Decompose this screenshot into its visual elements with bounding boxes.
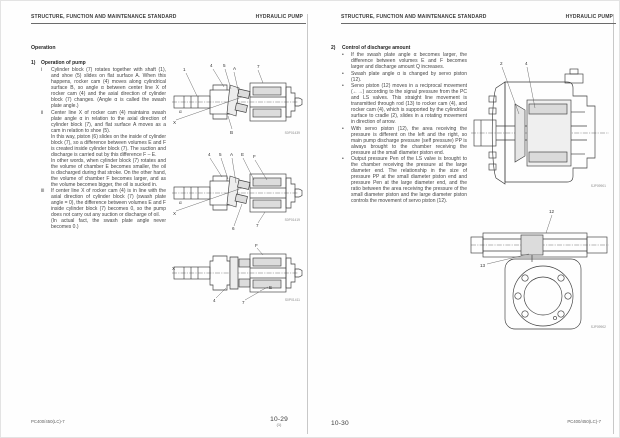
header-title: STRUCTURE, FUNCTION AND MAINTENANCE STANDARD	[341, 14, 487, 20]
callout-rocker-cam: 4	[213, 298, 216, 303]
footer-page-number	[331, 420, 349, 427]
footer-model-code: PC400/450(LC)-7	[31, 419, 65, 424]
header-chapter: HYDRAULIC PUMP	[565, 14, 613, 20]
page-right	[311, 1, 620, 438]
bullet-item	[342, 52, 467, 70]
callout-shoe: 5	[219, 152, 222, 157]
list-heading	[31, 60, 166, 66]
paragraph: Cylinder block (7) rotates together with shaft (1), and shoe (5) slides on flat surface A. When this happens, rocker cam (4) moves along cylindrical surface B, so angle α between center line X of rocker cam (4) and the axial direction of cylinder block (7) changes. (Angle α is called the swash plate angle.)	[51, 67, 166, 109]
figure-pump-operation-2	[164, 147, 306, 239]
page-number: 10-30	[331, 420, 349, 427]
list-item	[41, 67, 166, 109]
bullet-text: Swash plate angle α is changed by servo piston (12).	[351, 70, 467, 83]
bullet-text: With servo piston (12), the area receiving the pressure is different on the left and the right, so main pump discharge pressure (self pressure) PP is always brought to the chamber receiving the pressure at the small diameter piston end.	[351, 125, 467, 156]
page-revision: (1)	[276, 423, 282, 427]
item-marker: i	[41, 67, 43, 73]
callout-cylinder-block: 7	[257, 64, 260, 69]
callout-alpha: α	[179, 109, 182, 114]
figure-label: S0P01439	[284, 131, 300, 135]
header-title: STRUCTURE, FUNCTION AND MAINTENANCE STANDARD	[31, 14, 177, 20]
callout-chamber-f: F	[253, 154, 256, 159]
item-text	[51, 188, 166, 230]
bullet-list	[342, 52, 467, 204]
header-chapter: HYDRAULIC PUMP	[255, 14, 303, 20]
item-marker: ii	[41, 109, 44, 116]
bullet-item	[342, 126, 467, 156]
header-rule	[341, 23, 616, 24]
list-heading	[331, 45, 467, 51]
figure-label: S0P01419	[284, 218, 300, 222]
header-rule	[31, 23, 306, 24]
list-title: Operation of pump	[41, 60, 86, 66]
page-left	[1, 1, 311, 438]
text-column-left	[31, 45, 166, 230]
bullet-item	[342, 71, 467, 83]
bullet-marker: •	[342, 156, 344, 162]
paragraph: (In actual fact, the swash plate angle never becomes 0.)	[51, 218, 166, 230]
list-item	[41, 188, 166, 230]
bullet-item	[342, 83, 467, 125]
bullet-marker: •	[342, 52, 344, 58]
callout-chamber-e: E	[241, 152, 245, 157]
callout-piston: 6	[232, 226, 235, 231]
bullet-text: Servo piston (12) moves in a reciprocal movement (←→) according to the signal pressure from the PC and LS valves. This straight line movement is transmitted through rod (13) to rocker cam (4), and rocker cam (4), which is supported by the cylindrical surface to cradle (2), slides in a rotating movement in direction of arrow.	[351, 83, 467, 125]
item-text	[51, 67, 166, 109]
figure-label: SJP09902	[590, 325, 606, 329]
list-number: 2)	[331, 45, 336, 51]
figure-label: S0P01411	[284, 298, 300, 302]
callout-cylinder-block: 7	[256, 223, 259, 228]
callout-cylinder-block: 7	[242, 300, 245, 305]
bullet-text: If the swash plate angle α becomes larger, the difference between volumes E and F becomes larger and discharge amount Q increases.	[351, 52, 467, 70]
callout-chamber-f: F	[255, 243, 258, 248]
figure-servo-piston	[469, 206, 611, 341]
pump-section-diagram	[164, 56, 306, 148]
callout-chamber-e: E	[269, 285, 273, 290]
figure-pump-operation-1	[164, 56, 306, 148]
servo-piston-diagram	[469, 206, 611, 341]
callout-shoe: 5	[223, 63, 226, 68]
callout-rod: 13	[480, 263, 486, 268]
callout-shaft: 1	[183, 67, 186, 72]
pump-section-diagram	[164, 239, 306, 315]
bullet-marker: •	[342, 83, 344, 89]
list-title: Control of discharge amount	[342, 45, 411, 51]
item-marker: iii	[41, 188, 45, 194]
list-number: 1)	[31, 60, 36, 66]
paragraph: In this way, piston (6) slides on the inside of cylinder block (7), so a difference between volumes E and F is created inside cylinder block (7). The suction and discharge is carried out by this difference F – E.	[51, 133, 166, 158]
callout-cradle: 2	[500, 61, 503, 66]
callout-alpha: α	[179, 200, 182, 205]
callout-rocker-cam: 4	[208, 152, 211, 157]
callout-x-line: X	[172, 266, 176, 271]
callout-x-line: X	[173, 211, 177, 216]
list-item	[41, 110, 166, 188]
footer-model-code: PC400/450(LC)-7	[567, 419, 601, 424]
callout-surface-a: A	[233, 66, 237, 71]
item-list	[41, 67, 166, 230]
callout-surface-a: A	[230, 152, 234, 157]
figure-pump-operation-3	[164, 239, 306, 315]
paragraph: If center line X of rocker cam (4) is in line with the axial direction of cylinder block (7) (swash plate angle = 0), the difference between volumes E and F inside cylinder block (7) becomes 0, so the pump does not carry out any suction or discharge of oil.	[51, 188, 166, 218]
bullet-text: Output pressure Pen of the LS valve is brought to the chamber receiving the pressure at the large diameter end. The relationship in the size of pressure PP at the small diameter piston end and pressure Pen at the large diameter end, and the ratio between the area receiving the pressure of the small diameter piston and the large diameter piston controls the movement of servo piston (12).	[351, 156, 467, 204]
section-title: Operation	[31, 45, 56, 51]
paragraph: In other words, when cylinder block (7) rotates and the volume of chamber E becomes smaller, the oil is discharged during that stroke. On the other hand, the volume of chamber F becomes larger, and as the volume becomes bigger, the oil is sucked in.	[51, 157, 166, 188]
bullet-marker: •	[342, 70, 344, 77]
callout-servo-piston: 12	[549, 209, 555, 214]
paragraph: Center line X of rocker cam (4) maintains swash plate angle α in relation to the axial direction of cylinder block (7), and flat surface A moves as a cam in relation to shoe (5).	[51, 109, 166, 134]
bullet-item	[342, 156, 467, 204]
pump-section-diagram	[164, 147, 306, 239]
bullet-marker: •	[342, 125, 344, 132]
text-column-right	[331, 45, 467, 204]
page-number: 10-29	[270, 416, 288, 423]
callout-rocker-cam: 4	[525, 61, 528, 66]
figure-pump-cross-section	[469, 56, 611, 204]
callout-surface-b: B	[230, 130, 234, 135]
callout-rocker-cam: 4	[210, 63, 213, 68]
item-text	[51, 110, 166, 188]
footer-page-number	[270, 416, 288, 427]
figure-label: SJP09901	[590, 184, 606, 188]
callout-x-line: X	[173, 120, 177, 125]
pump-detail-diagram	[469, 56, 611, 204]
